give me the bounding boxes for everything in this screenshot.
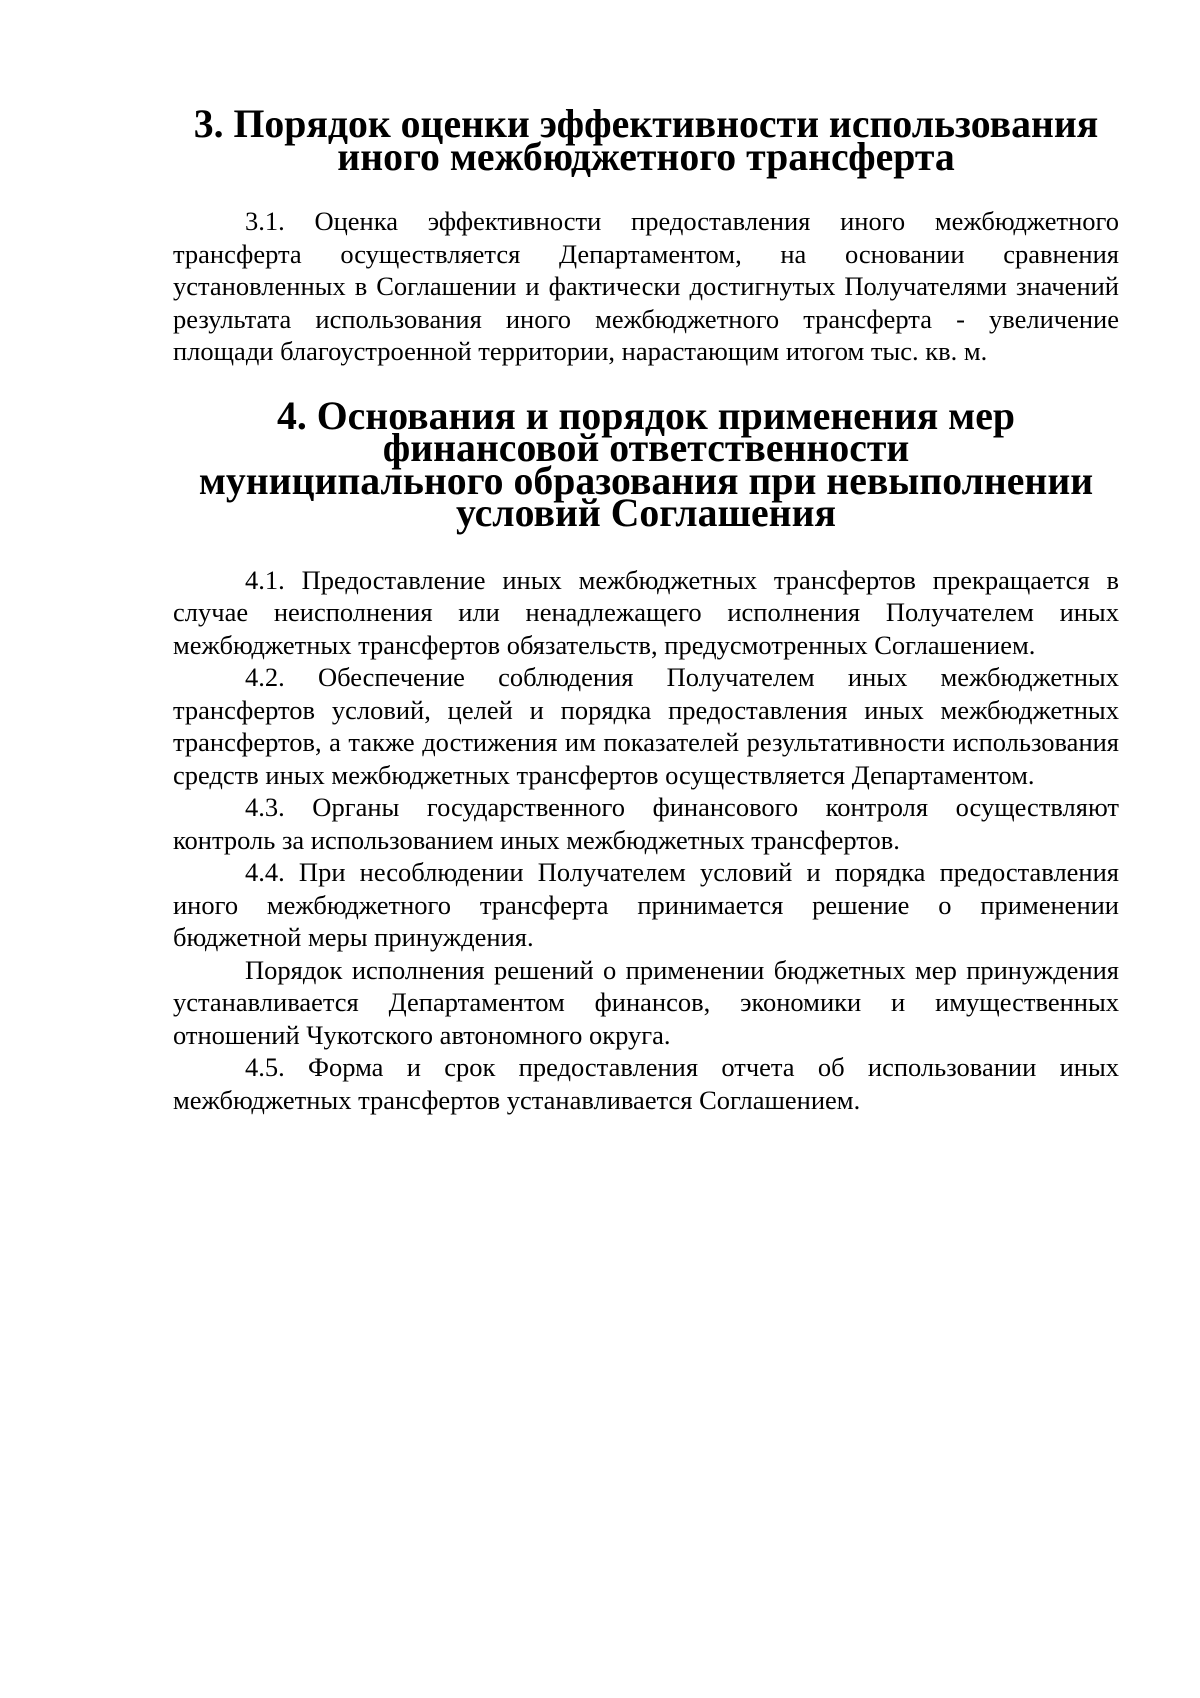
paragraph-4-5: 4.5. Форма и срок предоставления отчета об использовании иных межбюджетных трансфертов устанавливается Соглашением. — [173, 1052, 1119, 1115]
paragraph-3-1: 3.1. Оценка эффективности предоставления иного межбюджетного трансферта осуществляется Департаментом, на основании сравнения установленных в Соглашении и фактически достигнутых Получателями значений результата использования иного межбюджетного трансферта - увеличение площади благоустроенной территории, нарастающим итогом тыс. кв. м. — [173, 206, 1119, 366]
paragraph-4-2: 4.2. Обеспечение соблюдения Получателем иных межбюджетных трансфертов условий, целей и порядка предоставления иных межбюджетных трансфертов, а также достижения им показателей результативности использования средств иных межбюджетных трансфертов осуществляется Департаментом. — [173, 662, 1119, 790]
paragraph-4-1: 4.1. Предоставление иных межбюджетных трансфертов прекращается в случае неисполнения или ненадлежащего исполнения Получателем иных межбюджетных трансфертов обязательств, предусмотренных Соглашением. — [173, 564, 1119, 660]
section-3-heading — [173, 102, 1119, 179]
paragraph-4-4-procedure: Порядок исполнения решений о применении бюджетных мер принуждения устанавливается Департаментом финансов, экономики и имущественных отношений Чукотского автономного округа. — [173, 954, 1119, 1050]
section-4-heading-line-1: 4. Основания и порядок применения мер финансовой ответственности — [277, 393, 1015, 470]
paragraph-4-3: 4.3. Органы государственного финансового контроля осуществляют контроль за использованием иных межбюджетных трансфертов. — [173, 792, 1119, 855]
paragraph-4-4: 4.4. При несоблюдении Получателем условий и порядка предоставления иного межбюджетного трансферта принимается решение о применении бюджетной меры принуждения. — [173, 857, 1119, 952]
section-4-heading-line-2: муниципального образования при невыполнении условий Соглашения — [198, 458, 1094, 535]
section-3-heading-line-2: иного межбюджетного трансферта — [337, 134, 955, 179]
section-3-heading-line-1: 3. Порядок оценки эффективности использования — [193, 102, 1099, 146]
document-content — [173, 102, 1119, 1116]
section-4-heading — [173, 393, 1119, 535]
